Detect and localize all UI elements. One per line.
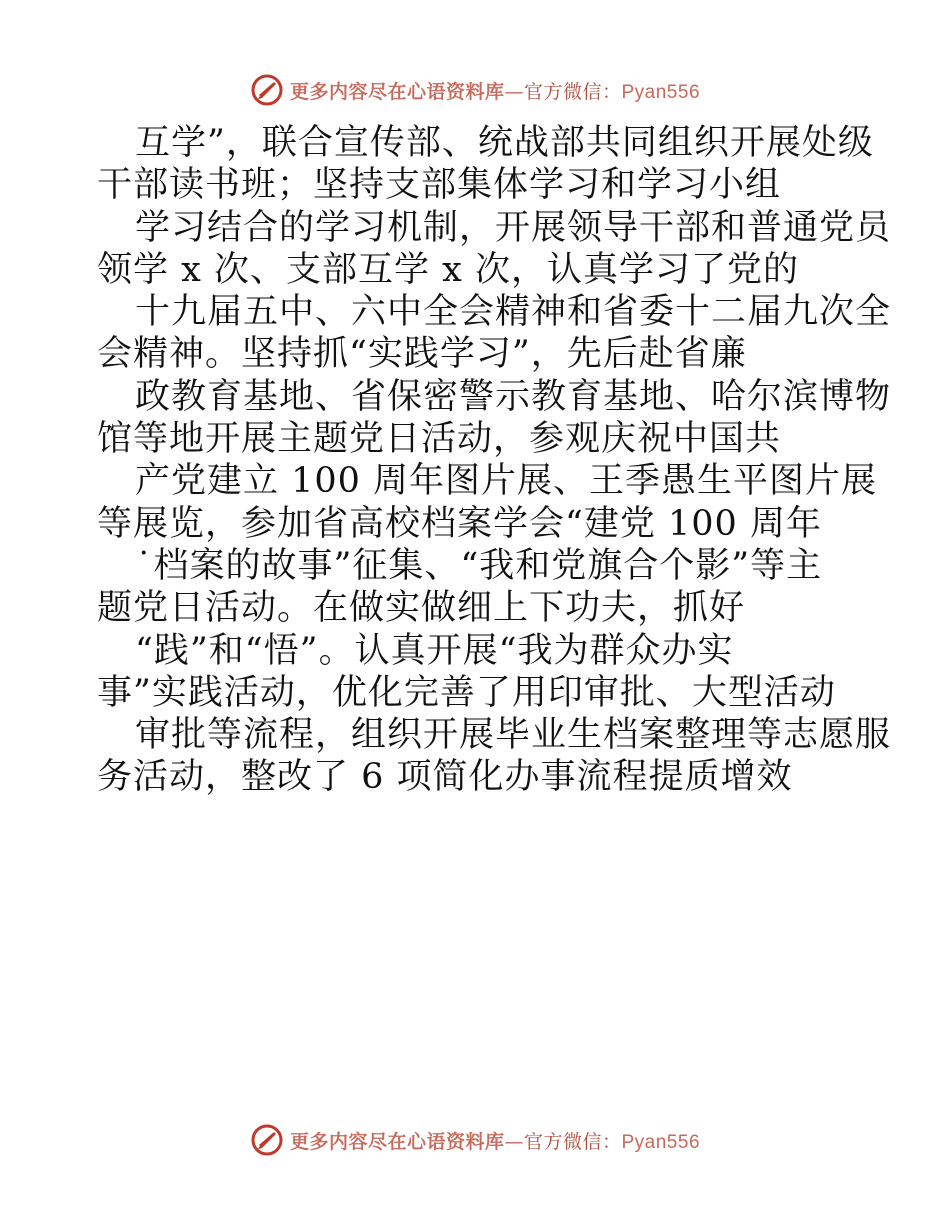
header-watermark-banner	[0, 70, 950, 110]
text-line: 等展览，参加省高校档案学会“建党 100 周年	[97, 503, 822, 544]
banner-wechat-id: Pyan556	[621, 81, 701, 103]
banner-wechat-id: Pyan556	[621, 1131, 701, 1153]
text-line: 产党建立 100 周年图片展、王季愚生平图片展	[135, 461, 878, 502]
banner-dash: —	[504, 1130, 524, 1153]
text-line: 政教育基地、省保密警示教育基地、哈尔滨博物	[135, 376, 892, 417]
quill-logo-icon	[250, 73, 284, 107]
banner-label: 官方微信：	[523, 1130, 622, 1153]
quill-logo-icon	[250, 1123, 284, 1157]
text-line: “践”和“悟”。认真开展“我为群众办实	[135, 630, 734, 671]
text-line: 学习结合的学习机制，开展领导干部和普通党员	[135, 207, 892, 248]
text-line: 领学 x 次、支部互学 x 次，认真学习了党的	[97, 249, 799, 290]
text-line: 审批等流程，组织开展毕业生档案整理等志愿服	[135, 715, 892, 756]
footer-watermark-banner	[0, 1120, 950, 1160]
text-line: 十九届五中、六中全会精神和省委十二届九次全	[135, 292, 892, 333]
text-line: 馆等地开展主题党日活动，参观庆祝中国共	[97, 419, 782, 460]
text-line: 事”实践活动，优化完善了用印审批、大型活动	[97, 672, 836, 713]
text-line: 互学”，联合宣传部、统战部共同组织开展处级	[135, 123, 874, 163]
text-line: ˙档案的故事”征集、“我和党旗合个影”等主	[135, 545, 823, 586]
banner-dash: —	[504, 80, 524, 103]
banner-main-text: 更多内容尽在心语资料库	[289, 1130, 505, 1153]
banner-main-text: 更多内容尽在心语资料库	[289, 80, 505, 103]
text-line: 题党日活动。在做实做细上下功夫，抓好	[97, 588, 746, 629]
banner-label: 官方微信：	[523, 80, 622, 103]
text-line: 干部读书班；坚持支部集体学习和学习小组	[97, 165, 782, 206]
text-line: 务活动，整改了 6 项简化办事流程提质增效	[97, 757, 793, 798]
text-line: 会精神。坚持抓“实践学习”，先后赴省廉	[97, 334, 747, 375]
document-body	[97, 122, 892, 799]
